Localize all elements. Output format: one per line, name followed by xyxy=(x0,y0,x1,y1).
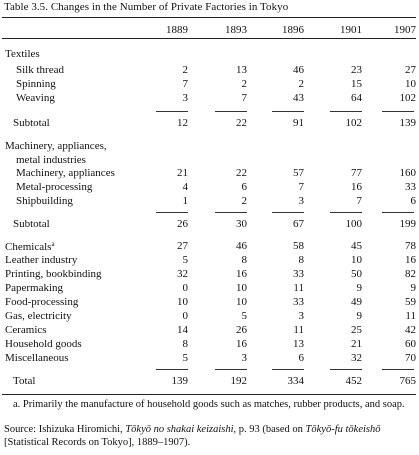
table-cell: 6 xyxy=(298,352,304,364)
table-cell: 64 xyxy=(351,92,362,104)
table-cell: 60 xyxy=(405,338,416,350)
footnote-marker: a xyxy=(51,240,55,248)
table-row xyxy=(0,240,419,253)
table-cell: 10 xyxy=(236,282,247,294)
column-header: 1896 xyxy=(282,24,304,36)
total-row xyxy=(0,375,419,388)
table-cell: 21 xyxy=(177,167,188,179)
table-cell: 6 xyxy=(410,195,416,207)
table-cell: 8 xyxy=(241,254,247,266)
column-header: 1907 xyxy=(394,24,416,36)
table-cell: 67 xyxy=(293,218,304,230)
table-row xyxy=(0,48,419,61)
sum-rule xyxy=(330,369,362,370)
row-label: Subtotal xyxy=(13,117,50,129)
table-cell: 3 xyxy=(241,352,247,364)
row-label: metal industries xyxy=(16,154,86,166)
table-row xyxy=(0,64,419,77)
table-cell: 57 xyxy=(293,167,304,179)
sum-rule xyxy=(272,111,304,112)
table-row xyxy=(0,268,419,281)
table-cell: 42 xyxy=(405,324,416,336)
table-cell: 3 xyxy=(298,195,304,207)
table-cell: 33 xyxy=(293,268,304,280)
table-cell: 0 xyxy=(182,282,188,294)
table-cell: 27 xyxy=(177,240,188,252)
table-cell: 14 xyxy=(177,324,188,336)
table-cell: 70 xyxy=(405,352,416,364)
table-cell: 15 xyxy=(351,78,362,90)
sum-rule xyxy=(272,369,304,370)
table-row xyxy=(0,296,419,309)
table-cell: 22 xyxy=(236,117,247,129)
table-cell: 334 xyxy=(287,375,304,387)
sum-rule xyxy=(330,212,362,213)
table-cell: 102 xyxy=(345,117,362,129)
table-cell: 7 xyxy=(356,195,362,207)
table-cell: 27 xyxy=(405,64,416,76)
column-header: 1901 xyxy=(340,24,362,36)
table-cell: 33 xyxy=(293,296,304,308)
table-cell: 5 xyxy=(182,254,188,266)
column-header: 1889 xyxy=(166,24,188,36)
sum-rule xyxy=(215,111,247,112)
sum-rule xyxy=(330,111,362,112)
table-cell: 100 xyxy=(345,218,362,230)
table-cell: 7 xyxy=(241,92,247,104)
table-cell: 11 xyxy=(293,282,304,294)
sum-rule xyxy=(156,111,188,112)
row-label: Total xyxy=(13,375,36,387)
table-row xyxy=(0,181,419,194)
table-cell: 21 xyxy=(351,338,362,350)
table-cell: 1 xyxy=(182,195,188,207)
table-cell: 6 xyxy=(241,181,247,193)
sum-rule xyxy=(382,369,414,370)
row-label: Ceramics xyxy=(5,324,47,336)
footnote-text: a. Primarily the manufacture of household goods such as matches, rubber products, and soap. xyxy=(13,399,405,410)
table-cell: 30 xyxy=(236,218,247,230)
subtotal-row xyxy=(0,218,419,231)
table-row xyxy=(0,140,419,153)
table-cell: 50 xyxy=(351,268,362,280)
table-cell: 23 xyxy=(351,64,362,76)
table-cell: 46 xyxy=(293,64,304,76)
table-cell: 102 xyxy=(399,92,416,104)
row-label: Machinery, appliances xyxy=(16,167,115,179)
row-label: Subtotal xyxy=(13,218,50,230)
sum-rule xyxy=(272,212,304,213)
sum-rule xyxy=(156,369,188,370)
table-cell: 7 xyxy=(182,78,188,90)
table-cell: 45 xyxy=(351,240,362,252)
row-label: Miscellaneous xyxy=(5,352,69,364)
table-cell: 22 xyxy=(236,167,247,179)
column-header: 1893 xyxy=(225,24,247,36)
table-cell: 2 xyxy=(182,64,188,76)
table-cell: 2 xyxy=(241,195,247,207)
row-label: Shipbuilding xyxy=(16,195,73,207)
row-label: Chemicals$^a$ xyxy=(5,240,55,253)
table-cell: 10 xyxy=(405,78,416,90)
table-cell: 32 xyxy=(177,268,188,280)
table-cell: 59 xyxy=(405,296,416,308)
table-cell: 49 xyxy=(351,296,362,308)
table-cell: 5 xyxy=(241,310,247,322)
table-cell: 3 xyxy=(298,310,304,322)
table-cell: 2 xyxy=(241,78,247,90)
table-cell: 12 xyxy=(177,117,188,129)
table-row xyxy=(0,78,419,91)
table-cell: 32 xyxy=(351,352,362,364)
table-cell: 192 xyxy=(230,375,247,387)
table-row xyxy=(0,154,419,167)
table-cell: 25 xyxy=(351,324,362,336)
table-cell: 10 xyxy=(177,296,188,308)
row-label: Papermaking xyxy=(5,282,64,294)
table-cell: 13 xyxy=(236,64,247,76)
row-label: Weaving xyxy=(16,92,55,104)
table-cell: 2 xyxy=(298,78,304,90)
table-cell: 9 xyxy=(356,310,362,322)
header-rule xyxy=(2,38,416,39)
source-note xyxy=(4,424,416,449)
subtotal-row xyxy=(0,117,419,130)
table-row xyxy=(0,195,419,208)
table-cell: 199 xyxy=(399,218,416,230)
table-row xyxy=(0,324,419,337)
source-suffix: [Statistical Records on Tokyo], 1889–1907). xyxy=(4,436,191,448)
table-cell: 139 xyxy=(171,375,188,387)
table-title: Table 3.5. Changes in the Number of Private Factories in Tokyo xyxy=(4,1,289,13)
footnote xyxy=(4,399,419,412)
table-cell: 91 xyxy=(293,117,304,129)
table-row xyxy=(0,352,419,365)
table-cell: 16 xyxy=(351,181,362,193)
table-cell: 10 xyxy=(351,254,362,266)
table-cell: 8 xyxy=(298,254,304,266)
table-cell: 4 xyxy=(182,181,188,193)
table-cell: 3 xyxy=(182,92,188,104)
table-cell: 452 xyxy=(345,375,362,387)
table-cell: 11 xyxy=(405,310,416,322)
row-label: Metal-processing xyxy=(16,181,93,193)
table-cell: 33 xyxy=(405,181,416,193)
row-label: Food-processing xyxy=(5,296,79,308)
table-row xyxy=(0,167,419,180)
sum-rule xyxy=(215,369,247,370)
source-title: Tōkyō no shakai keizaishi xyxy=(125,424,234,435)
sum-rule xyxy=(382,212,414,213)
table-row xyxy=(0,254,419,267)
source-title-2: Tōkyō-fu tōkeishō xyxy=(305,424,381,435)
table-cell: 10 xyxy=(236,296,247,308)
table-cell: 7 xyxy=(298,181,304,193)
table-cell: 78 xyxy=(405,240,416,252)
sum-rule xyxy=(156,212,188,213)
table-cell: 46 xyxy=(236,240,247,252)
table-cell: 0 xyxy=(182,310,188,322)
row-label: Printing, bookbinding xyxy=(5,268,102,280)
row-label: Silk thread xyxy=(16,64,64,76)
table-cell: 9 xyxy=(356,282,362,294)
table-row xyxy=(0,338,419,351)
table-cell: 43 xyxy=(293,92,304,104)
table-cell: 5 xyxy=(182,352,188,364)
table-cell: 160 xyxy=(399,167,416,179)
row-label: Textiles xyxy=(5,48,40,60)
top-rule xyxy=(2,17,416,18)
source-mid: , p. 93 (based on xyxy=(233,424,306,435)
row-label: Household goods xyxy=(5,338,82,350)
table-cell: 765 xyxy=(399,375,416,387)
table-cell: 8 xyxy=(182,338,188,350)
table-cell: 26 xyxy=(177,218,188,230)
table-cell: 16 xyxy=(405,254,416,266)
table-cell: 13 xyxy=(293,338,304,350)
bottom-rule xyxy=(2,394,416,395)
table-row xyxy=(0,282,419,295)
table-cell: 58 xyxy=(293,240,304,252)
table-cell: 16 xyxy=(236,268,247,280)
table-cell: 16 xyxy=(236,338,247,350)
table-cell: 9 xyxy=(410,282,416,294)
table-cell: 11 xyxy=(293,324,304,336)
table-cell: 139 xyxy=(399,117,416,129)
table-row xyxy=(0,92,419,105)
row-label: Machinery, appliances, xyxy=(5,140,107,152)
sum-rule xyxy=(382,111,414,112)
table-row xyxy=(0,310,419,323)
table-cell: 26 xyxy=(236,324,247,336)
row-label: Gas, electricity xyxy=(5,310,72,322)
table-cell: 77 xyxy=(351,167,362,179)
row-label: Leather industry xyxy=(5,254,78,266)
sum-rule xyxy=(215,212,247,213)
table-cell: 82 xyxy=(405,268,416,280)
row-label: Spinning xyxy=(16,78,56,90)
source-prefix: Source: Ishizuka Hiromichi, xyxy=(4,424,126,435)
